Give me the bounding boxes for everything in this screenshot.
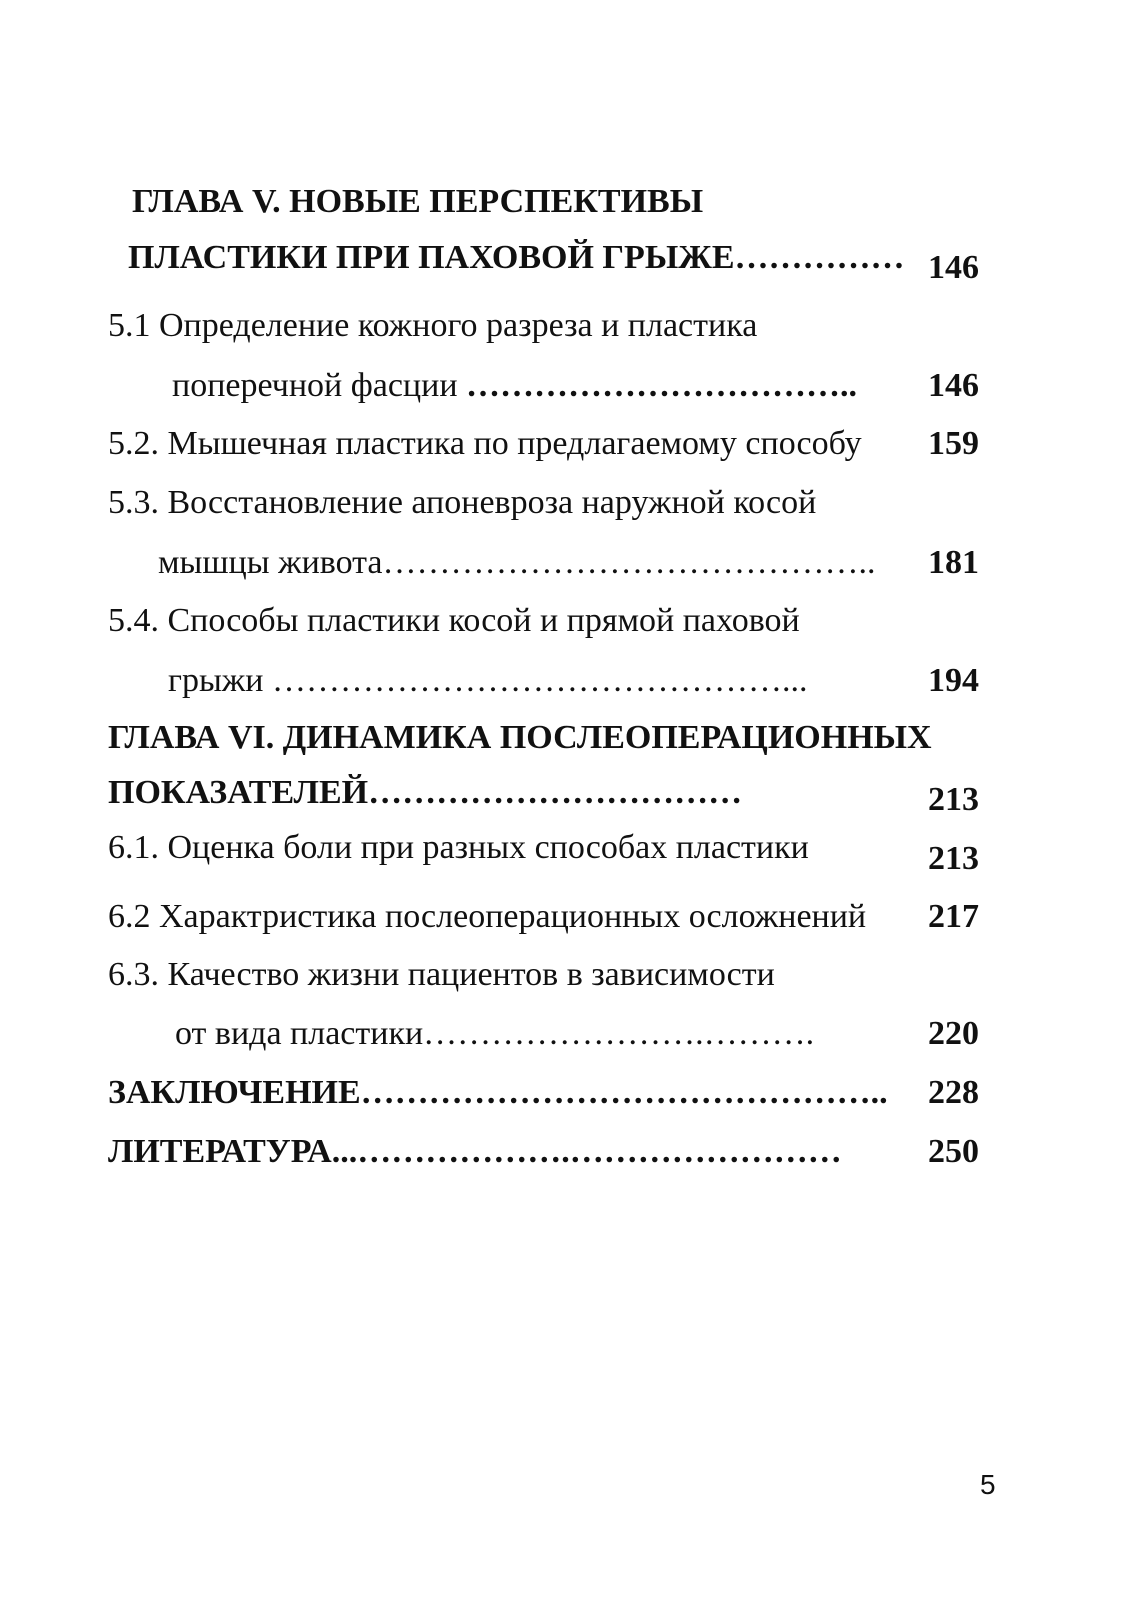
conclusion-page-number: 228 (928, 1074, 979, 1111)
chapter-6-title-line-1: ГЛАВА VI. ДИНАМИКА ПОСЛЕОПЕРАЦИОННЫХ (108, 719, 932, 756)
chapter-6-page-number: 213 (928, 781, 979, 818)
section-6-3-page-number: 220 (928, 1015, 979, 1052)
section-5-2-line: 5.2. Мышечная пластика по предлагаемому способу (108, 425, 862, 462)
chapter-5-title-line-2: ПЛАСТИКИ ПРИ ПАХОВОЙ ГРЫЖЕ…………… (128, 239, 905, 276)
section-6-1-line: 6.1. Оценка боли при разных способах пластики (108, 829, 809, 866)
section-5-3-line-2: мышцы живота…………………………………….. (158, 544, 876, 581)
chapter-5-title-line-1: ГЛАВА V. НОВЫЕ ПЕРСПЕКТИВЫ (132, 183, 704, 220)
chapter-5-page-number: 146 (928, 249, 979, 286)
section-6-2-line: 6.2 Характристика послеоперационных осложнений (108, 898, 867, 935)
section-5-4-line-1: 5.4. Способы пластики косой и прямой паховой (108, 602, 800, 639)
section-5-1-text: поперечной фасции (172, 367, 467, 404)
section-5-4-line-2: грыжи ………………………………………... (168, 662, 808, 699)
conclusion-entry: ЗАКЛЮЧЕНИЕ……………………………………….. (108, 1074, 888, 1111)
section-5-1-dots: …………………………….. (466, 367, 858, 404)
section-5-3-page-number: 181 (928, 544, 979, 581)
chapter-6-title-line-2: ПОКАЗАТЕЛЕЙ…………………………… (108, 774, 743, 811)
section-6-2-page-number: 217 (928, 898, 979, 935)
section-6-3-line-2: от вида пластики…………………….………. (175, 1015, 815, 1052)
section-5-3-line-1: 5.3. Восстановление апоневроза наружной косой (108, 484, 817, 521)
section-5-2-page-number: 159 (928, 425, 979, 462)
section-5-1-line-2 (172, 366, 857, 406)
section-6-1-page-number: 213 (928, 840, 979, 877)
page-number: 5 (980, 1469, 996, 1500)
literature-page-number: 250 (928, 1133, 979, 1170)
section-5-1-line-1: 5.1 Определение кожного разреза и пластика (108, 307, 758, 344)
literature-entry: ЛИТЕРАТУРА...……………….…………………… (108, 1133, 842, 1170)
section-5-4-page-number: 194 (928, 662, 979, 699)
section-5-1-page-number: 146 (928, 367, 979, 404)
section-6-3-line-1: 6.3. Качество жизни пациентов в зависимости (108, 956, 775, 993)
